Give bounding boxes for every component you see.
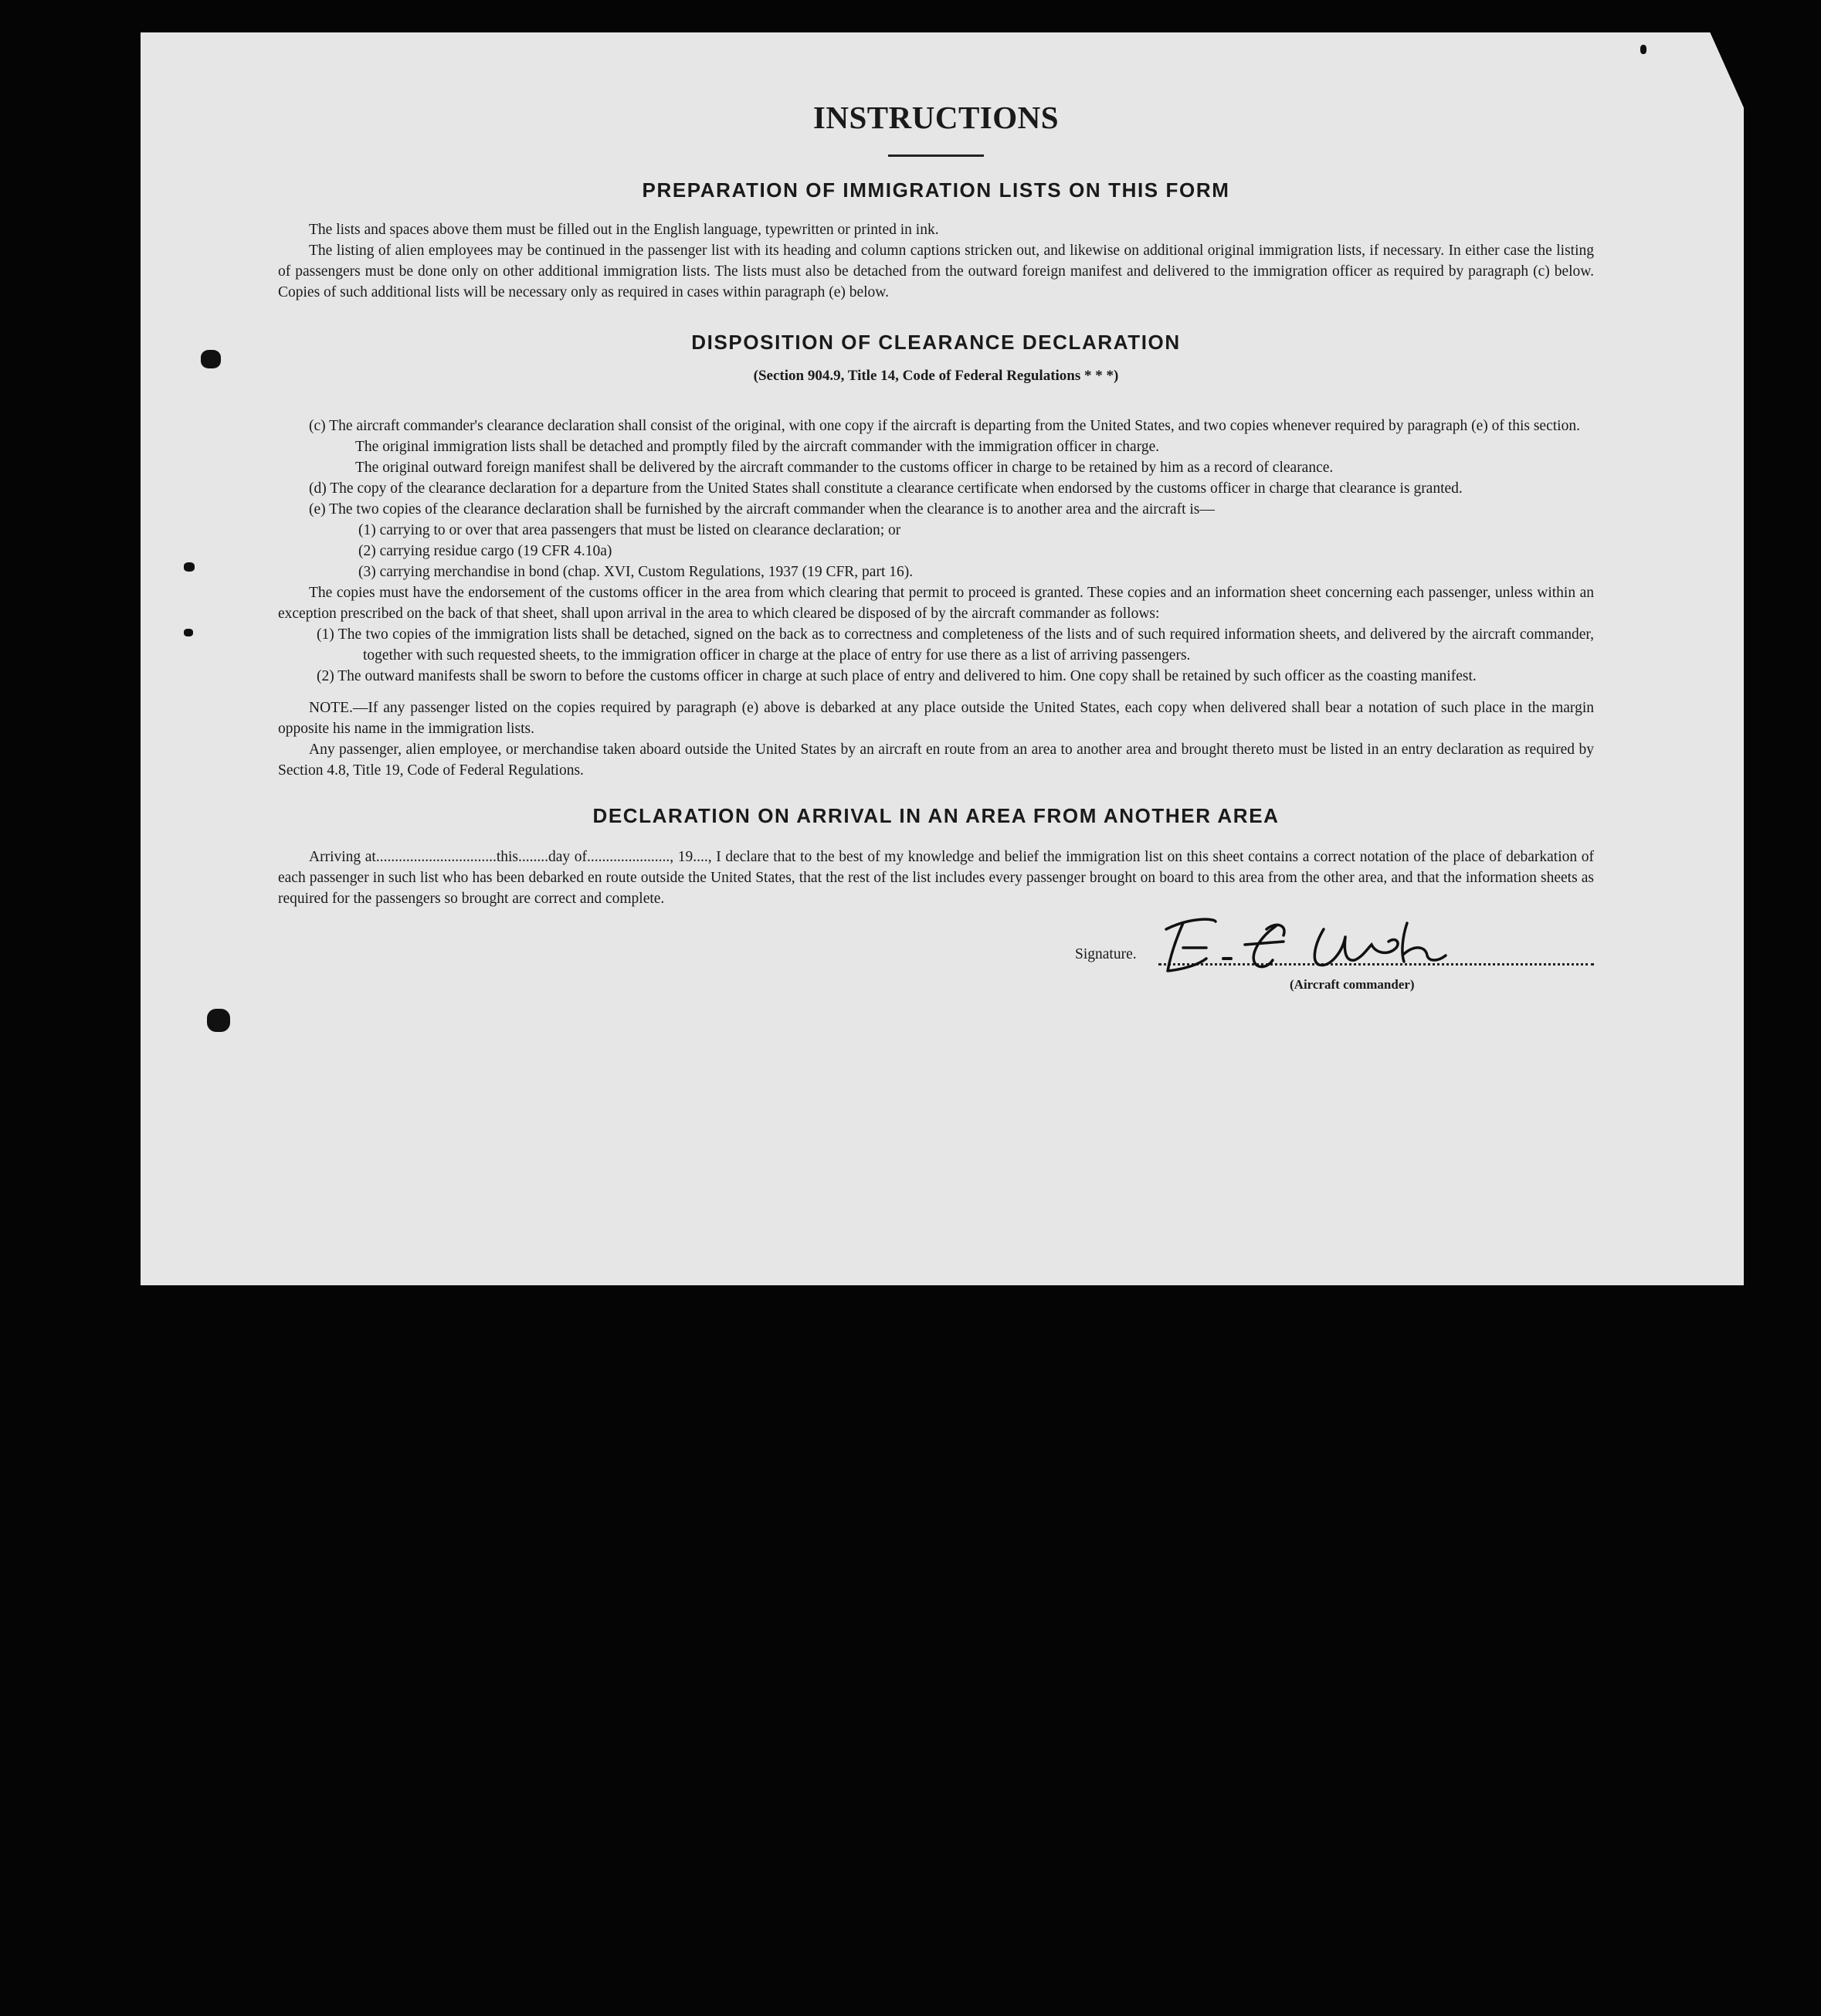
handwritten-signature [1160, 914, 1461, 976]
paragraph-c-1: The original immigration lists shall be detached and promptly filed by the aircraft commander with the immigration officer in charge. [355, 439, 1160, 455]
ink-speck [184, 629, 193, 636]
paragraph: The listing of alien employees may be continued in the passenger list with its heading and column captions stricken out, and likewise on additional original immigration lists, if necessary. In either case the listing of passengers must be done only on other additional immigration lists. The lists must also be detached from the outward foreign manifest and delivered to the immigration officer as required by paragraph (c) below. Copies of such additional lists will be necessary only as required in cases within paragraph (e) below. [278, 243, 1594, 300]
paragraph-c-2: The original outward foreign manifest shall be delivered by the aircraft commander to the customs officer in charge to be retained by him as a record of clearance. [355, 460, 1334, 476]
ink-speck [201, 350, 221, 368]
paragraph-c: (c) The aircraft commander's clearance declaration shall consist of the original, with one copy if the aircraft is departing from the United States, and two copies whenever required by paragraph (e) of this section. [309, 418, 1580, 434]
signature-block [278, 918, 1594, 992]
paragraph-e-2: (2) carrying residue cargo (19 CFR 4.10a) [358, 543, 612, 559]
signature-label: Signature. [1075, 946, 1137, 962]
ink-speck [1640, 45, 1646, 54]
section-heading-disposition: DISPOSITION OF CLEARANCE DECLARATION [691, 331, 1181, 354]
section-heading-declaration: DECLARATION ON ARRIVAL IN AN AREA FROM ANOTHER AREA [592, 804, 1280, 827]
paragraph-note: NOTE.—If any passenger listed on the copies required by paragraph (e) above is debarked at any place outside the United States, each copy when delivered shall bear a notation of such place in the margin opposite his name in the immigration lists. [278, 700, 1594, 737]
paragraph: The lists and spaces above them must be filled out in the English language, typewritten or printed in ink. [309, 222, 939, 238]
section-subheading: (Section 904.9, Title 14, Code of Federal Regulations * * *) [753, 368, 1119, 384]
paragraph-e-1: (1) carrying to or over that area passengers that must be listed on clearance declaration; or [358, 522, 901, 538]
title-rule [888, 154, 984, 157]
ink-speck [207, 1009, 230, 1032]
section-heading-preparation: PREPARATION OF IMMIGRATION LISTS ON THIS FORM [642, 178, 1230, 202]
signature-caption: (Aircraft commander) [1290, 977, 1415, 992]
paragraph-e-3: (3) carrying merchandise in bond (chap. XVI, Custom Regulations, 1937 (19 CFR, part 16). [358, 564, 914, 580]
paragraph-e: (e) The two copies of the clearance declaration shall be furnished by the aircraft commander when the clearance is to another area and the aircraft is— [309, 501, 1215, 518]
page-title: INSTRUCTIONS [812, 100, 1060, 135]
ink-speck [184, 562, 195, 572]
paragraph-f-2: (2) The outward manifests shall be sworn to before the customs officer in charge at such place of entry and delivered to him. One copy shall be retained by such officer as the coasting manifest. [317, 668, 1477, 684]
paragraph-copies: The copies must have the endorsement of the customs officer in the area from which clearing that permit to proceed is granted. These copies and an information sheet concerning each passenger, unless within an exception prescribed on the back of that sheet, shall upon arrival in the area to which cleared be disposed of by the aircraft commander as follows: [278, 585, 1594, 622]
declaration-text: Arriving at................................this........day of......................, 19...., I declare that to the best of my knowledge and belief the immigration list on this sheet contains a correct notation of the place of debarkation of each passenger in such list who has been debarked en route outside the United States, that the rest of the list includes every passenger brought on board to this area from the other area, and that the information sheets as required for the passengers so brought are correct and complete. [278, 849, 1594, 907]
paragraph-d: (d) The copy of the clearance declaration for a departure from the United States shall constitute a clearance certificate when endorsed by the customs officer in charge that clearance is granted. [309, 480, 1463, 497]
paragraph-f-1: (1) The two copies of the immigration lists shall be detached, signed on the back as to correctness and completeness of the lists and of such required information sheets, and delivered by the aircraft commander, together with such requested sheets, to the immigration officer in charge at the place of entry for use there as a list of arriving passengers. [317, 626, 1594, 664]
paragraph-any-passenger: Any passenger, alien employee, or merchandise taken aboard outside the United States by an aircraft en route from an area to another area and brought thereto must be listed in an entry declaration as required by Section 4.8, Title 19, Code of Federal Regulations. [278, 742, 1594, 779]
instructions-content [278, 99, 1594, 992]
